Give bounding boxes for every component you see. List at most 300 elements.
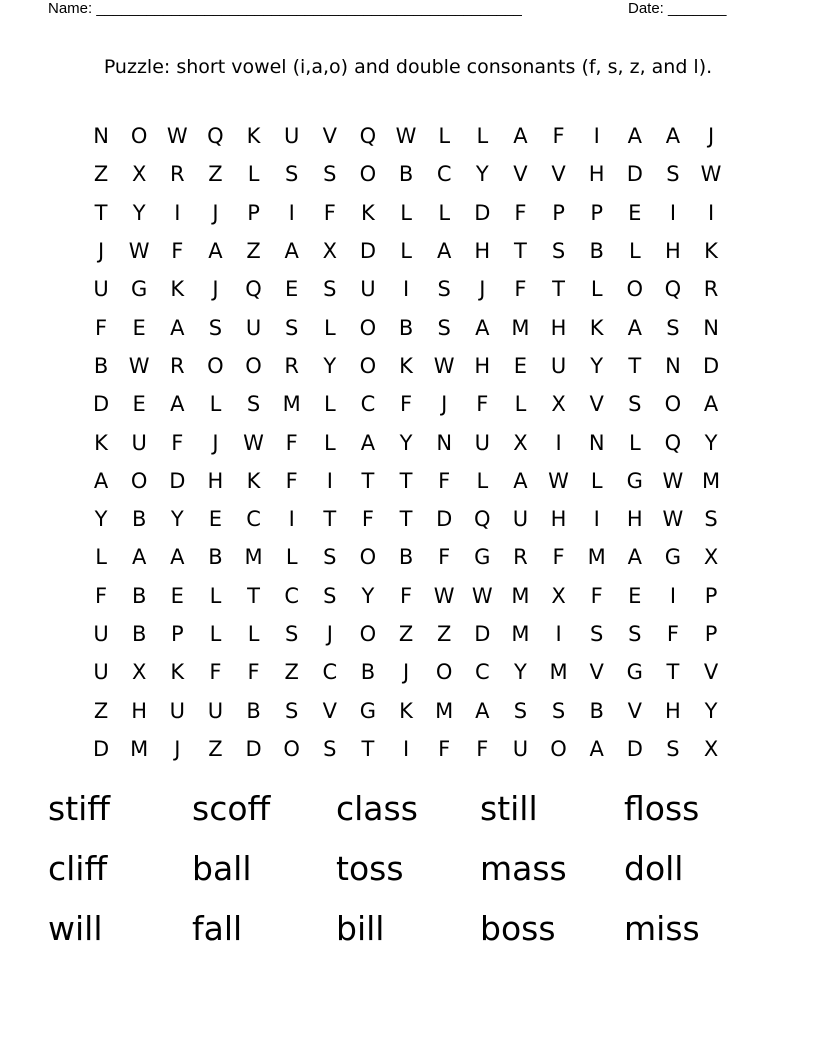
grid-letter[interactable]: R xyxy=(703,277,719,302)
grid-letter[interactable]: M xyxy=(282,392,301,417)
grid-letter[interactable]: X xyxy=(551,583,566,608)
grid-letter[interactable]: K xyxy=(399,698,413,723)
grid-letter[interactable]: Q xyxy=(474,507,491,532)
grid-letter[interactable]: L xyxy=(438,200,451,225)
grid-letter[interactable]: W xyxy=(662,507,684,532)
grid-letter[interactable]: U xyxy=(169,698,185,723)
grid-letter[interactable]: W xyxy=(548,468,569,493)
grid-letter[interactable]: C xyxy=(322,660,338,685)
grid-letter[interactable]: J xyxy=(326,622,333,646)
grid-letter[interactable]: H xyxy=(131,698,148,723)
grid-letter[interactable]: A xyxy=(513,124,528,149)
grid-letter[interactable]: T xyxy=(361,736,375,761)
grid-letter[interactable]: N xyxy=(93,124,109,149)
grid-letter[interactable]: U xyxy=(131,430,147,455)
grid-letter[interactable]: Y xyxy=(399,430,413,455)
grid-letter[interactable]: X xyxy=(551,392,566,417)
grid-letter[interactable]: Z xyxy=(436,622,452,646)
grid-letter[interactable]: Y xyxy=(514,660,527,685)
grid-letter[interactable]: S xyxy=(323,545,337,570)
grid-letter[interactable]: J xyxy=(402,660,410,685)
grid-letter[interactable]: A xyxy=(627,315,642,340)
grid-letter[interactable]: M xyxy=(130,736,149,761)
grid-letter[interactable]: B xyxy=(360,660,376,685)
grid-letter[interactable]: F xyxy=(666,622,679,646)
grid-letter[interactable]: B xyxy=(398,315,414,340)
grid-letter[interactable]: Y xyxy=(323,353,337,378)
grid-letter[interactable]: F xyxy=(590,583,603,608)
grid-letter[interactable]: F xyxy=(514,277,527,302)
grid-letter[interactable]: U xyxy=(360,277,376,302)
grid-letter[interactable]: A xyxy=(627,545,642,570)
grid-letter[interactable]: B xyxy=(131,507,147,532)
grid-letter[interactable]: Y xyxy=(475,162,489,187)
grid-letter[interactable]: F xyxy=(285,468,298,493)
grid-letter[interactable]: B xyxy=(131,622,147,646)
grid-letter[interactable]: N xyxy=(436,430,453,455)
grid-letter[interactable]: Y xyxy=(361,583,375,608)
grid-letter[interactable]: L xyxy=(95,545,107,570)
grid-letter[interactable]: E xyxy=(628,200,642,225)
grid-letter[interactable]: C xyxy=(360,392,376,417)
grid-letter[interactable]: U xyxy=(93,660,109,685)
grid-letter[interactable]: M xyxy=(702,468,721,493)
date-label: Date: xyxy=(628,0,664,17)
grid-letter[interactable]: P xyxy=(704,583,718,608)
grid-letter[interactable]: F xyxy=(438,468,451,493)
grid-letter[interactable]: A xyxy=(627,124,642,149)
word-bank-item: scoff xyxy=(192,789,271,828)
grid-letter[interactable]: S xyxy=(285,622,299,646)
grid-letter[interactable]: M xyxy=(587,545,606,570)
grid-letter[interactable]: Q xyxy=(664,430,682,455)
grid-letter[interactable]: B xyxy=(589,698,604,723)
grid-letter[interactable]: E xyxy=(208,507,223,532)
grid-letter[interactable]: X xyxy=(513,430,528,455)
grid-letter[interactable]: F xyxy=(400,583,413,608)
grid-letter[interactable]: O xyxy=(359,545,377,570)
grid-letter[interactable]: J xyxy=(212,430,219,455)
grid-letter[interactable]: Q xyxy=(664,277,682,302)
grid-letter[interactable]: V xyxy=(627,698,642,723)
grid-letter[interactable]: D xyxy=(474,200,491,225)
grid-letter[interactable]: F xyxy=(209,660,222,685)
grid-letter[interactable]: Y xyxy=(590,353,604,378)
grid-letter[interactable]: M xyxy=(549,660,568,685)
grid-letter[interactable]: B xyxy=(93,353,109,378)
grid-letter[interactable]: A xyxy=(170,315,185,340)
grid-letter[interactable]: I xyxy=(288,200,295,225)
grid-letter[interactable]: S xyxy=(551,239,566,264)
grid-letter[interactable]: Z xyxy=(208,736,223,761)
grid-letter[interactable]: U xyxy=(207,698,224,723)
grid-letter[interactable]: T xyxy=(399,507,413,532)
grid-letter[interactable]: A xyxy=(437,239,452,264)
grid-letter[interactable]: J xyxy=(212,200,219,225)
grid-letter[interactable]: Q xyxy=(359,124,377,149)
grid-letter[interactable]: C xyxy=(474,660,490,685)
grid-letter[interactable]: A xyxy=(513,468,528,493)
grid-letter[interactable]: O xyxy=(130,468,148,493)
grid-letter[interactable]: E xyxy=(132,392,146,417)
grid-letter[interactable]: D xyxy=(626,736,643,761)
grid-letter[interactable]: D xyxy=(702,353,720,378)
grid-letter[interactable]: A xyxy=(475,698,490,723)
grid-letter[interactable]: W xyxy=(471,583,493,608)
grid-letter[interactable]: G xyxy=(474,545,491,570)
grid-letter[interactable]: Y xyxy=(704,430,718,455)
grid-letter[interactable]: Y xyxy=(704,698,718,723)
grid-letter[interactable]: L xyxy=(628,239,641,264)
grid-letter[interactable]: O xyxy=(359,162,377,187)
grid-letter[interactable]: V xyxy=(589,392,604,417)
grid-letter[interactable]: R xyxy=(170,162,185,187)
grid-letter[interactable]: T xyxy=(399,468,413,493)
grid-letter[interactable]: G xyxy=(131,277,148,302)
grid-letter[interactable]: Z xyxy=(398,622,414,646)
grid-letter[interactable]: A xyxy=(703,392,719,417)
grid-letter[interactable]: H xyxy=(665,239,681,264)
grid-letter[interactable]: L xyxy=(209,622,222,646)
grid-letter[interactable]: F xyxy=(514,200,527,225)
grid-letter[interactable]: R xyxy=(513,545,528,570)
grid-letter[interactable]: T xyxy=(247,583,260,608)
grid-letter[interactable]: W xyxy=(433,353,455,378)
grid-letter[interactable]: F xyxy=(476,392,489,417)
grid-letter[interactable]: O xyxy=(245,353,262,378)
grid-letter[interactable]: E xyxy=(628,583,642,608)
grid-letter[interactable]: K xyxy=(589,315,604,340)
grid-letter[interactable]: P xyxy=(552,200,565,225)
grid-letter[interactable]: D xyxy=(92,736,110,761)
grid-letter[interactable]: G xyxy=(359,698,377,723)
name-label: Name: xyxy=(48,0,93,17)
grid-letter[interactable]: H xyxy=(550,315,567,340)
grid-letter[interactable]: E xyxy=(132,315,146,340)
grid-letter[interactable]: W xyxy=(662,468,684,493)
grid-letter[interactable]: F xyxy=(285,430,298,455)
grid-letter[interactable]: O xyxy=(664,392,682,417)
grid-letter[interactable]: S xyxy=(590,622,604,646)
grid-letter[interactable]: X xyxy=(322,239,337,264)
grid-letter[interactable]: O xyxy=(359,315,377,340)
grid-letter[interactable]: U xyxy=(512,736,529,761)
grid-letter[interactable]: I xyxy=(555,622,562,646)
grid-letter[interactable]: U xyxy=(245,315,262,340)
word-bank-item: still xyxy=(480,789,538,828)
grid-letter[interactable]: U xyxy=(93,277,109,302)
grid-letter[interactable]: P xyxy=(590,200,604,225)
grid-letter[interactable]: O xyxy=(283,736,300,761)
grid-letter[interactable]: S xyxy=(437,315,451,340)
grid-letter[interactable]: X xyxy=(131,660,147,685)
grid-letter[interactable]: W xyxy=(128,353,150,378)
grid-letter[interactable]: M xyxy=(511,622,530,646)
grid-letter[interactable]: L xyxy=(247,622,260,646)
grid-letter[interactable]: D xyxy=(474,622,491,646)
grid-letter[interactable]: Z xyxy=(93,698,109,723)
grid-letter[interactable]: A xyxy=(284,239,299,264)
grid-letter[interactable]: F xyxy=(323,200,336,225)
grid-letter[interactable]: H xyxy=(207,468,224,493)
grid-letter[interactable]: L xyxy=(323,392,336,417)
grid-letter[interactable]: L xyxy=(514,392,527,417)
grid-letter[interactable]: N xyxy=(665,353,681,378)
grid-letter[interactable]: U xyxy=(474,430,490,455)
grid-letter[interactable]: L xyxy=(400,200,412,225)
grid-letter[interactable]: V xyxy=(322,124,337,149)
grid-letter[interactable]: S xyxy=(208,315,223,340)
grid-letter[interactable]: Y xyxy=(170,507,184,532)
grid-letter[interactable]: L xyxy=(590,277,603,302)
grid-letter[interactable]: T xyxy=(552,277,565,302)
grid-letter[interactable]: B xyxy=(208,545,223,570)
grid-letter[interactable]: A xyxy=(132,545,147,570)
grid-letter[interactable]: D xyxy=(92,392,110,417)
grid-letter[interactable]: E xyxy=(513,353,528,378)
grid-letter[interactable]: J xyxy=(174,736,181,761)
grid-letter[interactable]: L xyxy=(476,124,489,149)
grid-letter[interactable]: T xyxy=(666,660,680,685)
grid-letter[interactable]: D xyxy=(245,736,262,761)
grid-letter[interactable]: T xyxy=(361,468,375,493)
grid-row xyxy=(82,538,730,576)
grid-letter[interactable]: O xyxy=(207,353,224,378)
grid-letter[interactable]: W xyxy=(700,162,722,187)
grid-letter[interactable]: F xyxy=(361,507,374,532)
grid-letter[interactable]: A xyxy=(170,545,185,570)
grid-letter[interactable]: Z xyxy=(246,239,261,264)
grid-letter[interactable]: B xyxy=(131,583,147,608)
grid-letter[interactable]: L xyxy=(628,430,641,455)
grid-letter[interactable]: J xyxy=(212,277,219,302)
name-field[interactable] xyxy=(48,0,522,18)
grid-letter[interactable]: H xyxy=(588,162,605,187)
grid-letter[interactable]: A xyxy=(665,124,681,149)
grid-letter[interactable]: T xyxy=(94,200,108,225)
grid-letter[interactable]: W xyxy=(128,239,150,264)
grid-letter[interactable]: D xyxy=(626,162,643,187)
grid-letter[interactable]: L xyxy=(285,545,298,570)
grid-letter[interactable]: A xyxy=(208,239,223,264)
grid-letter[interactable]: B xyxy=(398,545,414,570)
grid-letter[interactable]: V xyxy=(513,162,528,187)
grid-letter[interactable]: I xyxy=(669,200,677,225)
grid-letter[interactable]: L xyxy=(323,315,336,340)
grid-letter[interactable]: Q xyxy=(207,124,224,149)
grid-letter[interactable]: J xyxy=(479,277,486,302)
grid-letter[interactable]: B xyxy=(398,162,414,187)
grid-letter[interactable]: F xyxy=(171,239,184,264)
grid-letter[interactable]: H xyxy=(626,507,643,532)
grid-letter[interactable]: B xyxy=(589,239,604,264)
grid-letter[interactable]: O xyxy=(435,660,453,685)
grid-letter[interactable]: J xyxy=(97,239,105,264)
grid-letter[interactable]: O xyxy=(359,353,377,378)
grid-letter[interactable]: L xyxy=(476,468,489,493)
grid-letter[interactable]: I xyxy=(288,507,295,532)
grid-letter[interactable]: M xyxy=(511,315,530,340)
grid-letter[interactable]: A xyxy=(475,315,490,340)
grid-letter[interactable]: S xyxy=(666,162,680,187)
grid-letter[interactable]: X xyxy=(131,162,147,187)
grid-letter[interactable]: W xyxy=(395,124,417,149)
grid-letter[interactable]: S xyxy=(323,583,337,608)
grid-letter[interactable]: S xyxy=(666,736,680,761)
grid-letter[interactable]: K xyxy=(246,468,261,493)
grid-letter[interactable]: O xyxy=(626,277,644,302)
grid-letter[interactable]: S xyxy=(323,736,337,761)
grid-letter[interactable]: M xyxy=(244,545,263,570)
grid-letter[interactable]: K xyxy=(361,200,375,225)
date-field[interactable] xyxy=(628,0,726,18)
grid-letter[interactable]: F xyxy=(552,124,565,149)
grid-letter[interactable]: T xyxy=(323,507,337,532)
grid-letter[interactable]: W xyxy=(166,124,188,149)
grid-letter[interactable]: S xyxy=(513,698,528,723)
grid-letter[interactable]: K xyxy=(94,430,108,455)
grid-letter[interactable]: L xyxy=(590,468,603,493)
grid-letter[interactable]: J xyxy=(441,392,448,417)
grid-letter[interactable]: I xyxy=(555,430,562,455)
grid-letter[interactable]: Q xyxy=(245,277,262,302)
grid-letter[interactable]: F xyxy=(476,736,489,761)
grid-letter[interactable]: C xyxy=(246,507,261,532)
grid-letter[interactable]: P xyxy=(170,622,184,646)
grid-letter[interactable]: H xyxy=(550,507,567,532)
grid-letter[interactable]: W xyxy=(243,430,264,455)
grid-letter[interactable]: V xyxy=(589,660,604,685)
grid-letter[interactable]: L xyxy=(438,124,451,149)
grid-letter[interactable]: F xyxy=(438,736,451,761)
grid-letter[interactable]: O xyxy=(359,622,377,646)
grid-letter[interactable]: F xyxy=(438,545,451,570)
grid-letter[interactable]: L xyxy=(400,239,412,264)
grid-letter[interactable]: O xyxy=(550,736,567,761)
grid-letter[interactable]: U xyxy=(550,353,567,378)
grid-letter[interactable]: F xyxy=(171,430,184,455)
grid-letter[interactable]: N xyxy=(703,315,719,340)
grid-letter[interactable]: I xyxy=(669,583,677,608)
grid-letter[interactable]: V xyxy=(703,660,719,685)
grid-letter[interactable]: I xyxy=(707,200,715,225)
grid-letter[interactable]: A xyxy=(93,468,109,493)
grid-letter[interactable]: S xyxy=(285,698,299,723)
grid-letter[interactable]: S xyxy=(437,277,451,302)
grid-letter[interactable]: V xyxy=(551,162,566,187)
grid-letter[interactable]: D xyxy=(169,468,186,493)
grid-letter[interactable]: K xyxy=(170,277,185,302)
grid-letter[interactable]: I xyxy=(593,507,600,532)
grid-letter[interactable]: M xyxy=(511,583,530,608)
grid-letter[interactable]: B xyxy=(246,698,261,723)
grid-letter[interactable]: I xyxy=(402,736,410,761)
grid-letter[interactable]: Y xyxy=(132,200,146,225)
grid-letter[interactable]: I xyxy=(593,124,600,149)
grid-letter[interactable]: Z xyxy=(208,162,223,187)
grid-letter[interactable]: G xyxy=(664,545,682,570)
grid-letter[interactable]: V xyxy=(322,698,337,723)
grid-letter[interactable]: X xyxy=(703,545,719,570)
grid-letter[interactable]: T xyxy=(514,239,527,264)
grid-letter[interactable]: U xyxy=(512,507,529,532)
grid-letter[interactable]: A xyxy=(360,430,376,455)
grid-letter[interactable]: S xyxy=(285,315,299,340)
grid-letter[interactable]: S xyxy=(551,698,566,723)
grid-letter[interactable]: W xyxy=(433,583,455,608)
grid-letter[interactable]: F xyxy=(400,392,413,417)
grid-letter[interactable]: Z xyxy=(93,162,109,187)
grid-letter[interactable]: L xyxy=(247,162,260,187)
grid-row xyxy=(82,730,730,768)
grid-letter[interactable]: P xyxy=(704,622,718,646)
grid-letter[interactable]: X xyxy=(703,736,719,761)
grid-letter[interactable]: H xyxy=(665,698,681,723)
grid-letter[interactable]: I xyxy=(174,200,181,225)
grid-letter[interactable]: A xyxy=(589,736,604,761)
grid-letter[interactable]: F xyxy=(247,660,260,685)
grid-letter[interactable]: D xyxy=(436,507,453,532)
grid-letter[interactable]: Y xyxy=(94,507,108,532)
grid-letter[interactable]: G xyxy=(626,468,643,493)
grid-letter[interactable]: L xyxy=(209,392,222,417)
grid-letter[interactable]: R xyxy=(170,353,185,378)
word-bank-row xyxy=(48,899,768,959)
grid-letter[interactable]: H xyxy=(474,353,491,378)
grid-letter[interactable]: A xyxy=(170,392,185,417)
word-search-grid xyxy=(82,117,730,768)
grid-letter[interactable]: S xyxy=(628,622,642,646)
word-bank-item: stiff xyxy=(48,789,111,828)
grid-letter[interactable]: D xyxy=(359,239,377,264)
grid-letter[interactable]: F xyxy=(95,315,108,340)
grid-letter[interactable]: P xyxy=(247,200,260,225)
grid-letter[interactable]: S xyxy=(323,277,337,302)
grid-letter[interactable]: S xyxy=(323,162,337,187)
grid-letter[interactable]: F xyxy=(552,545,565,570)
grid-letter[interactable]: F xyxy=(95,583,108,608)
grid-letter[interactable]: H xyxy=(474,239,491,264)
grid-letter[interactable]: Z xyxy=(284,660,299,685)
grid-letter[interactable]: M xyxy=(435,698,454,723)
grid-letter[interactable]: E xyxy=(285,277,299,302)
grid-letter[interactable]: K xyxy=(399,353,413,378)
grid-letter[interactable]: S xyxy=(666,315,680,340)
grid-letter[interactable]: T xyxy=(628,353,642,378)
grid-letter[interactable]: S xyxy=(246,392,261,417)
grid-letter[interactable]: S xyxy=(628,392,642,417)
grid-letter[interactable]: L xyxy=(323,430,336,455)
grid-letter[interactable]: U xyxy=(93,622,109,646)
grid-letter[interactable]: E xyxy=(170,583,184,608)
grid-letter[interactable]: S xyxy=(285,162,299,187)
grid-letter[interactable]: J xyxy=(707,124,715,149)
grid-letter[interactable]: R xyxy=(284,353,299,378)
grid-letter[interactable]: S xyxy=(704,507,718,532)
grid-letter[interactable]: I xyxy=(326,468,333,493)
grid-letter[interactable]: O xyxy=(130,124,148,149)
grid-letter[interactable]: U xyxy=(284,124,300,149)
grid-letter[interactable]: N xyxy=(588,430,605,455)
grid-letter[interactable]: C xyxy=(436,162,452,187)
grid-letter[interactable]: L xyxy=(209,583,222,608)
grid-letter[interactable]: K xyxy=(704,239,718,264)
grid-letter[interactable]: G xyxy=(626,660,643,685)
grid-letter[interactable]: C xyxy=(284,583,300,608)
grid-letter[interactable]: K xyxy=(170,660,185,685)
grid-letter[interactable]: I xyxy=(402,277,410,302)
grid-letter[interactable]: K xyxy=(246,124,261,149)
